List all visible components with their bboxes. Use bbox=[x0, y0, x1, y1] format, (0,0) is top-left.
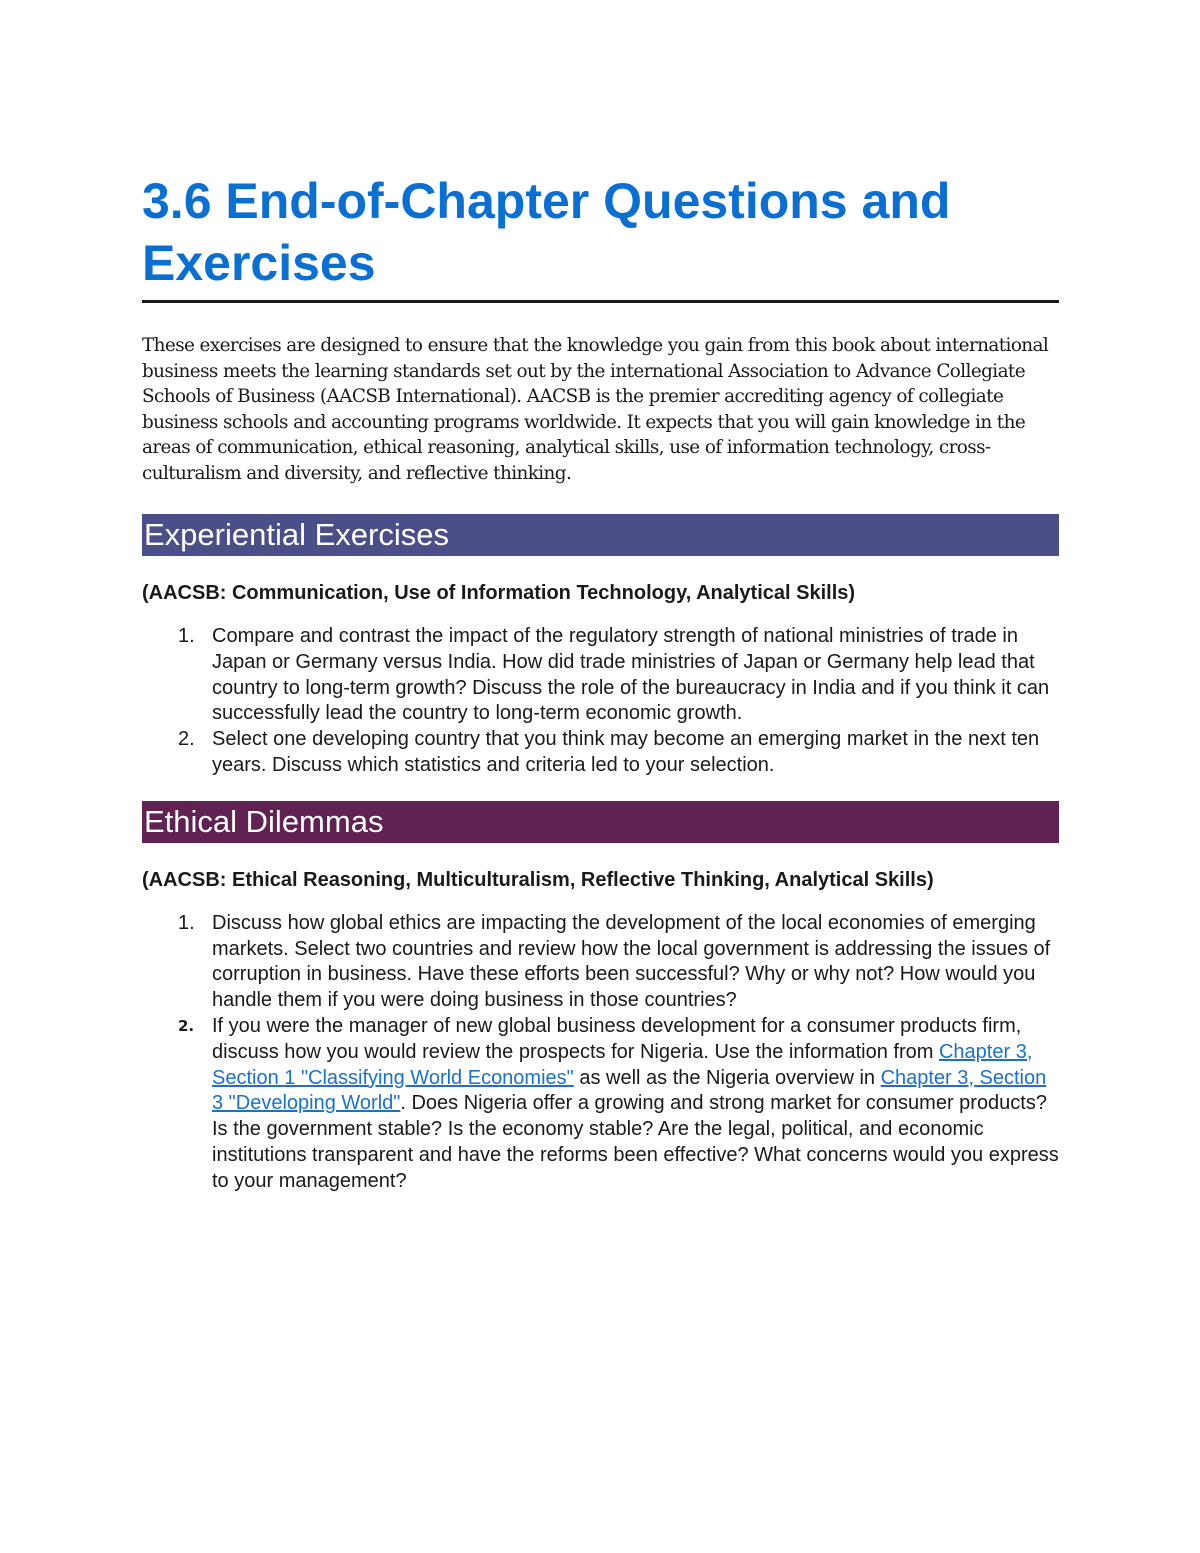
list-item-text-part: as well as the Nigeria overview in bbox=[573, 1066, 881, 1089]
list-item-number: 1. bbox=[178, 625, 195, 647]
list-item-number: 1. bbox=[178, 911, 195, 934]
section-heading-ethical-dilemmas: Ethical Dilemmas bbox=[142, 801, 1059, 843]
list-item bbox=[142, 727, 1059, 779]
section-heading-experiential-exercises: Experiential Exercises bbox=[142, 514, 1059, 556]
list-item bbox=[142, 911, 1059, 1014]
list-item bbox=[142, 1014, 1059, 1195]
list-item-number: 2. bbox=[178, 1016, 195, 1035]
document-page bbox=[142, 170, 1059, 1195]
list-item-number: 2. bbox=[178, 728, 195, 751]
list-item-text-part: If you were the manager of new global business development for a consumer products firm, discuss how you would review the prospects for Nigeria. Use the information from bbox=[212, 1014, 1022, 1063]
list-item-text: Select one developing country that you think may become an emerging market in the next ten years. Discuss which statistics and criteria led to your selection. bbox=[212, 728, 1040, 776]
list-item-text: Compare and contrast the impact of the regulatory strength of national ministries of trade in Japan or Germany versus India. How did trade ministries of Japan or Germany help lead that country to long-term growth? Discuss the role of the bureaucracy in India and if you think it can successfully lead the country to long-term economic growth. bbox=[212, 625, 1050, 725]
list-item bbox=[142, 624, 1059, 727]
list-item-text-part: . Does Nigeria offer a growing and strong market for consumer products? Is the government stable? Is the economy stable? Are the legal, political, and economic institutions transparent and have the reforms been effective? What concerns would you express to your management? bbox=[212, 1092, 1059, 1192]
experiential-exercises-list bbox=[142, 624, 1059, 779]
list-item-text: Discuss how global ethics are impacting the development of the local economies of emerging markets. Select two countries and review how the local government is addressing the issues of corruption in business. Have these efforts been successful? Why or why not? How would you handle them if you were doing business in those countries? bbox=[212, 911, 1051, 1012]
aacsb-note-ethical: (AACSB: Ethical Reasoning, Multiculturalism, Reflective Thinking, Analytical Skills) bbox=[142, 868, 934, 891]
link-chapter-3-section-3[interactable]: Chapter 3, Section 3 "Developing World" bbox=[212, 1066, 1047, 1115]
ethical-dilemmas-list bbox=[142, 911, 1059, 1195]
page-title: 3.6 End-of-Chapter Questions and Exercises bbox=[142, 170, 1059, 303]
link-chapter-3-section-1[interactable]: Chapter 3, Section 1 "Classifying World Economies" bbox=[212, 1040, 1033, 1089]
aacsb-note-experiential: (AACSB: Communication, Use of Information Technology, Analytical Skills) bbox=[142, 582, 856, 604]
intro-paragraph: These exercises are designed to ensure that the knowledge you gain from this book about international business meets the learning standards set out by the international Association to Advance Collegiate Schools of Business (AACSB International). AACSB is the premier accrediting agency of collegiate business schools and accounting programs worldwide. It expects that you will gain knowledge in the areas of communication, ethical reasoning, analytical skills, use of information technology, cross-culturalism and diversity, and reflective thinking. bbox=[142, 335, 1049, 484]
